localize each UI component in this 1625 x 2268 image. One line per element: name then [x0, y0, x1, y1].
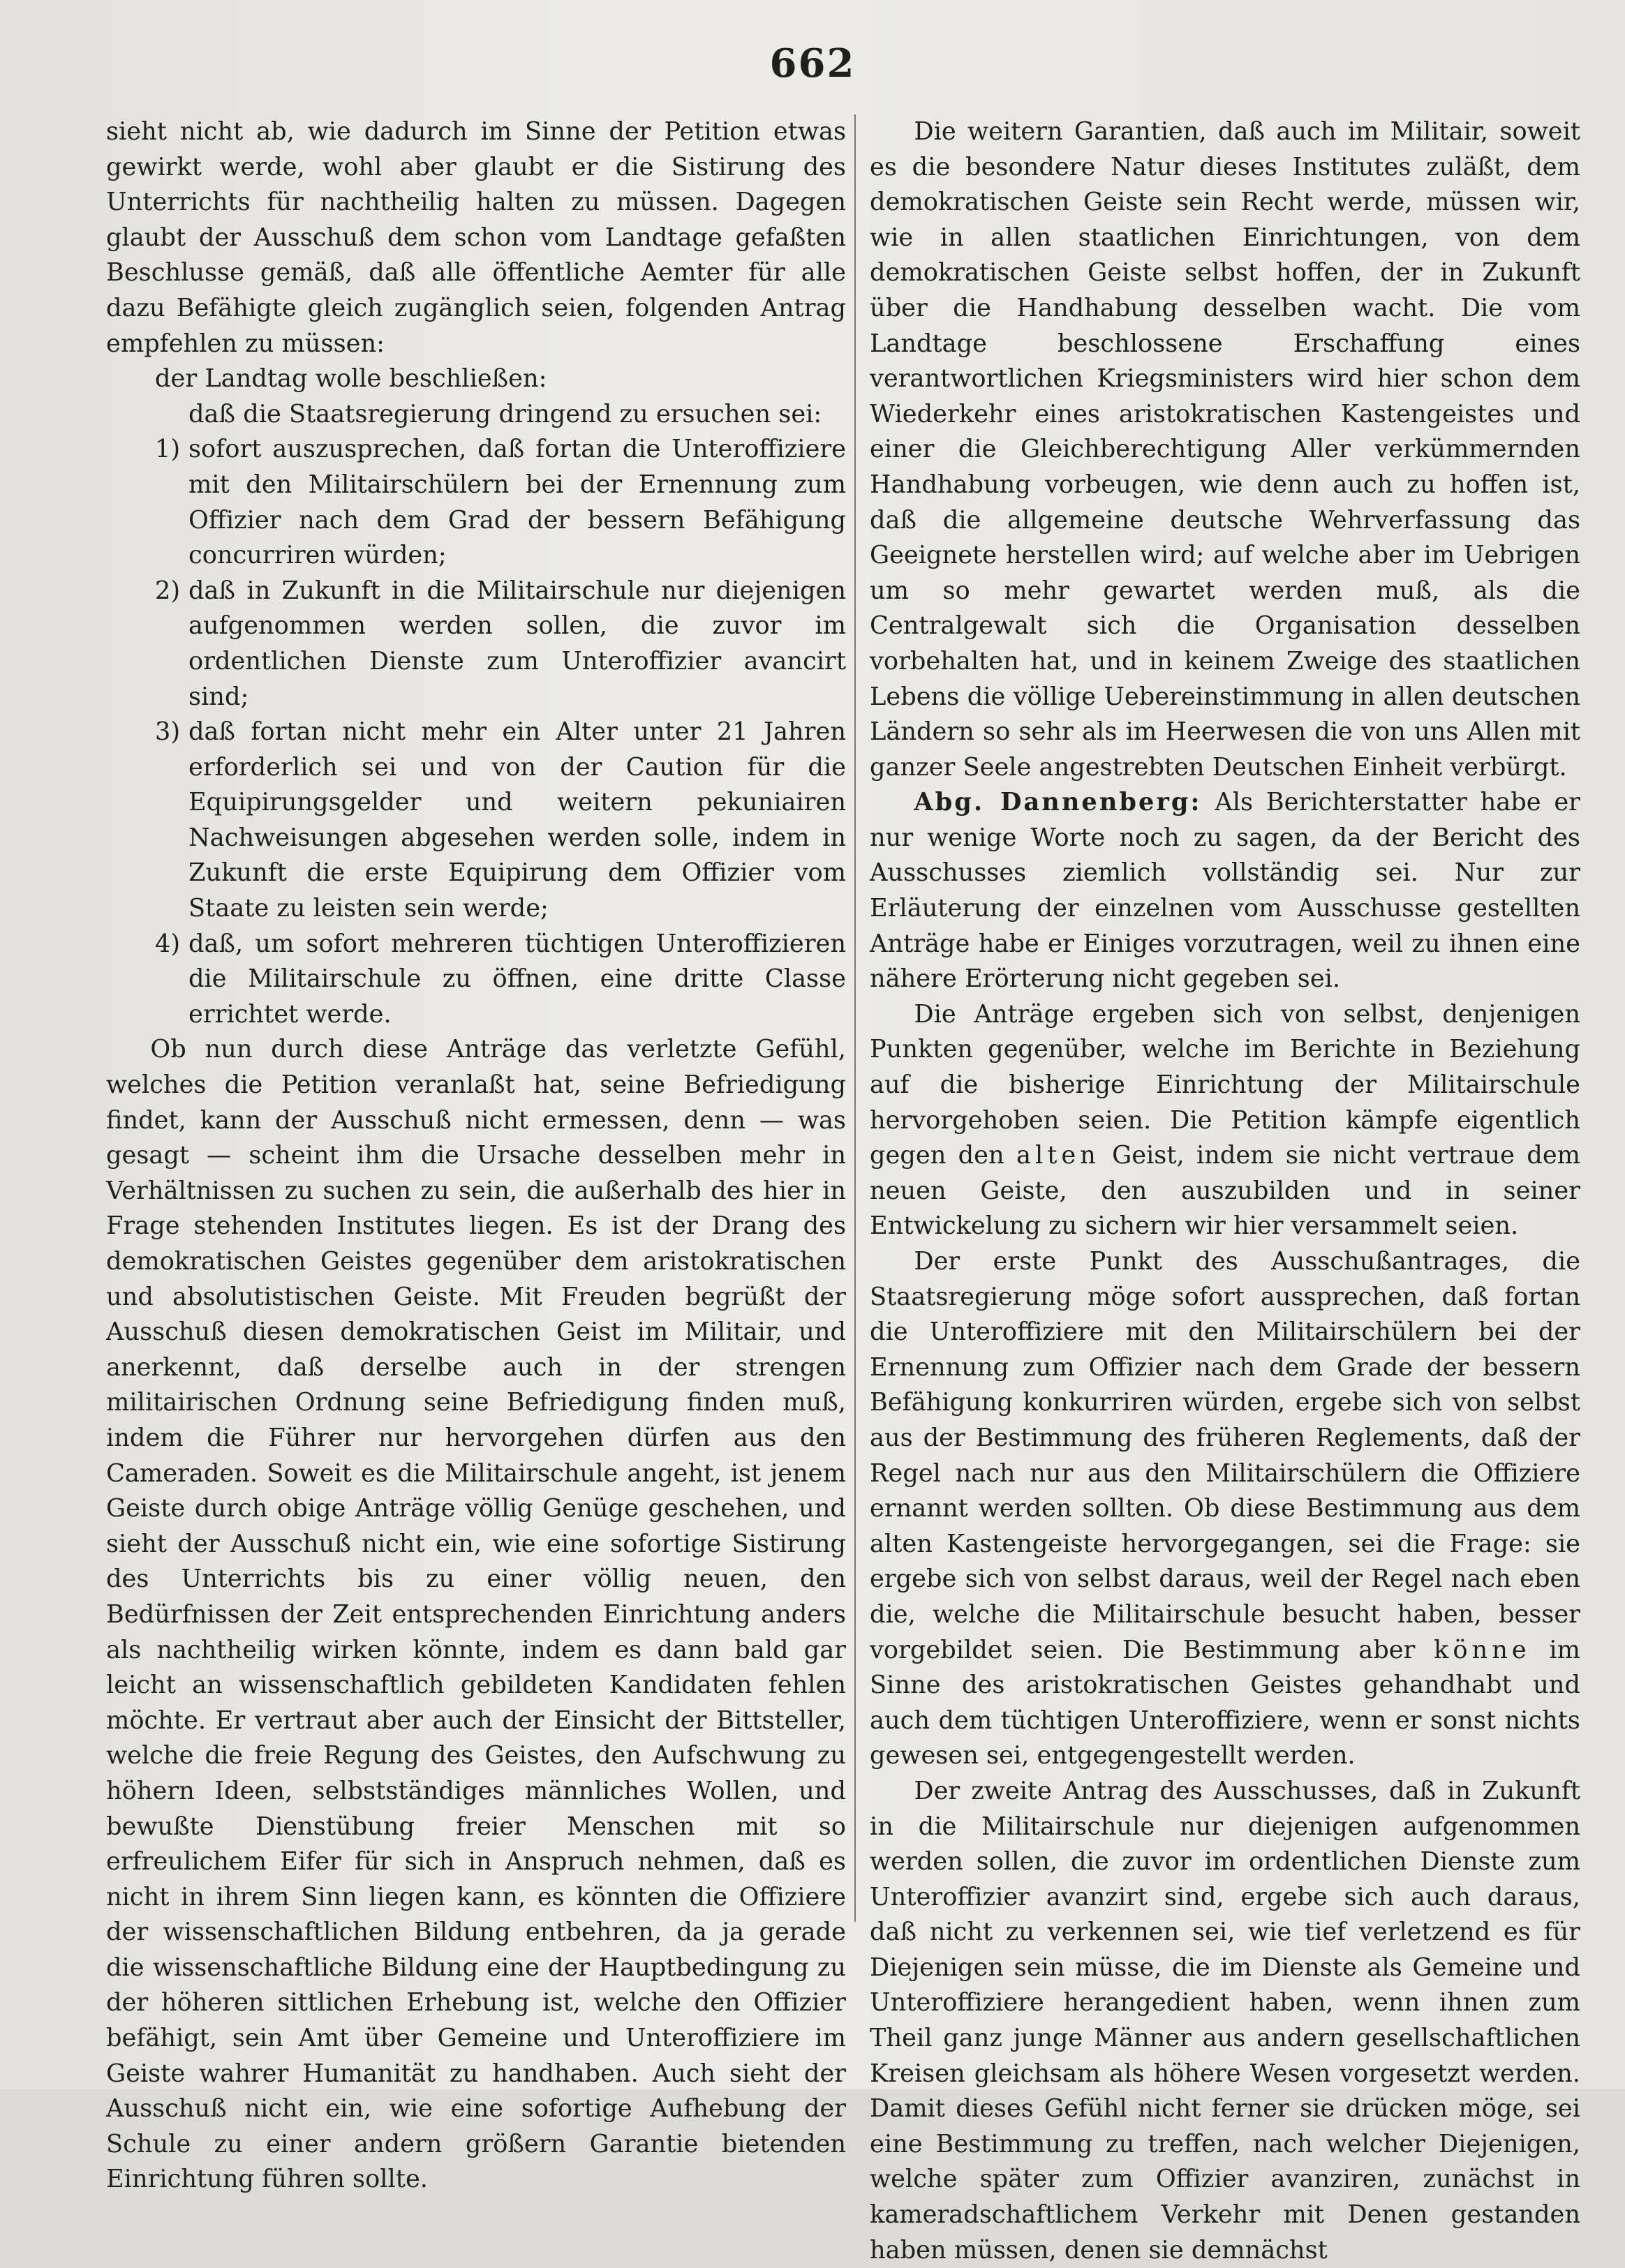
text-run: im Sinne des aristokratischen Geistes gehandhabt und auch dem tüchtigen Unteroffiziere, wenn er sonst nichts gewesen sei, entgegengestellt werden. [870, 1635, 1580, 1770]
proposal-item [106, 927, 846, 1033]
column-divider [854, 114, 856, 1922]
proposal-number: 1) [155, 435, 181, 464]
text-run: Der erste Punkt des Ausschußantrages, die Staatsregierung möge sofort aussprechen, daß fortan die Unteroffiziere mit den Militairschülern bei der Ernennung zum Offizier nach dem Grade der bessern Befähigung konkurriren würden, ergebe sich von selbst aus der Bestimmung des früheren Reglements, daß der Regel nach nur aus den Militairschülern die Offiziere ernannt werden sollten. Ob diese Bestimmung aus dem alten Kastengeiste hervorgegangen, sei die Frage: sie ergebe sich von selbst daraus, weil der Regel nach eben die, welche die Militairschule besucht haben, besser vorgebildet seien. Die Bestimmung aber [870, 1247, 1580, 1664]
right-paragraph-1: Die weitern Garantien, daß auch im Militair, soweit es die besondere Natur dieses Institutes zuläßt, dem demokratischen Geiste sein Recht werde, müssen wir, wie in allen staatlichen Einrichtungen, von dem demokratischen Geiste selbst hoffen, der in Zukunft über die Handhabung desselben wacht. Die vom Landtage beschlossene Erschaffung eines verantwortlichen Kriegsministers wird hier schon dem Wiederkehr eines aristokratischen Kastengeistes und einer die Gleichberechtigung Aller verkümmernden Handhabung vorbeugen, wie denn auch zu hoffen ist, daß die allgemeine deutsche Wehrverfassung das Geeignete herstellen wird; auf welche aber im Uebrigen um so mehr gewartet werden muß, als die Centralgewalt sich die Organisation desselben vorbehalten hat, und in keinem Zweige des staatlichen Lebens die völlige Uebereinstimmung in allen deutschen Ländern so sehr als im Heerwesen die von uns Allen mit ganzer Seele angestrebten Deutschen Einheit verbürgt. [870, 117, 1580, 782]
text-run: Geist, indem sie nicht vertraue dem neuen Geiste, den auszubilden und in seiner Entwickelung zu sichern wir hier versammelt seien. [870, 1141, 1581, 1241]
proposal-text: daß, um sofort mehreren tüchtigen Unteroffizieren die Militairschule zu öffnen, eine dritte Classe errichtet werde. [188, 929, 846, 1029]
proposal-list [106, 432, 846, 1032]
speaker-name: Abg. Dannenberg: [914, 788, 1202, 817]
proposal-text: daß fortan nicht mehr ein Alter unter 21 Jahren erforderlich sei und von der Caution für die Equipirungsgelder und weitern pekuniairen Nachweisungen abgesehen werden solle, indem in Zukunft die erste Equipirung dem Offizier vom Staate zu leisten sein werde; [188, 717, 846, 923]
right-paragraph-2 [870, 785, 1580, 997]
emphasis-text: könne [1434, 1635, 1531, 1664]
proposal-item [106, 574, 846, 715]
right-paragraph-5: Der zweite Antrag des Ausschusses, daß in Zukunft in die Militairschule nur diejenigen aufgenommen werden sollen, die zuvor im ordentlichen Dienste zum Unteroffizier avanzirt sind, ergebe sich auch daraus, daß nicht zu verkennen sei, wie tief verletzend es für Diejenigen sein müsse, die im Dienste als Gemeine und Unteroffiziere herangedient haben, wenn ihnen zum Theil ganz junge Männer aus andern gesellschaftlichen Kreisen gleichsam als höhere Wesen vorgesetzt werden. Damit dieses Gefühl nicht ferner sie drücken möge, sei eine Bestimmung zu treffen, nach welcher Diejenigen, welche später zum Offizier avanziren, zunächst in kameradschaftlichem Verkehr mit Denen gestanden haben müssen, denen sie demnächst [870, 1776, 1580, 2265]
proposal-number: 4) [155, 929, 181, 958]
proposal-text: sofort auszusprechen, daß fortan die Unteroffiziere mit den Militairschülern bei der Ernennung zum Offizier nach dem Grad der bessern Befähigung concurriren würden; [188, 435, 846, 570]
proposal-number: 3) [155, 717, 181, 747]
left-paragraph-1: sieht nicht ab, wie dadurch im Sinne der Petition etwas gewirkt werde, wohl aber glaubt er die Sistirung des Unterrichts für nachtheilig halten zu müssen. Dagegen glaubt der Ausschuß dem schon vom Landtage gefaßten Beschlusse gemäß, daß alle öffentliche Aemter für alle dazu Befähigte gleich zugänglich seien, folgenden Antrag empfehlen zu müssen: [106, 117, 846, 358]
page-number: 662 [769, 40, 856, 87]
right-paragraph-4 [870, 1244, 1580, 1774]
right-paragraph-3 [870, 997, 1580, 1244]
proposal-number: 2) [155, 576, 181, 605]
speaker-text: Als Berichterstatter habe er nur wenige Worte noch zu sagen, da der Bericht des Ausschusses ziemlich vollständig sei. Nur zur Erläuterung der einzelnen vom Ausschusse gestellten Anträge habe er Einiges vorzutragen, weil zu ihnen eine nähere Erörterung nicht gegeben sei. [870, 788, 1580, 994]
left-column [106, 114, 846, 2194]
left-paragraph-2: Ob nun durch diese Anträge das verletzte Gefühl, welches die Petition veranlaßt hat, seine Befriedigung findet, kann der Ausschuß nicht ermessen, denn — was gesagt — scheint ihm die Ursache desselben mehr in Verhältnissen zu suchen zu sein, die außerhalb des hier in Frage stehenden Institutes liegen. Es ist der Drang des demokratischen Geistes gegenüber dem aristokratischen und absolutistischen Geiste. Mit Freuden begrüßt der Ausschuß diesen demokratischen Geist im Militair, und anerkennt, daß derselbe auch in der strengen militairischen Ordnung seine Befriedigung finden muß, indem die Führer nur hervorgehen dürfen aus den Cameraden. Soweit es die Militairschule angeht, ist jenem Geiste durch obige Anträge völlig Genüge geschehen, und sieht der Ausschuß nicht ein, wie eine sofortige Sistirung des Unterrichts bis zu einer völlig neuen, den Bedürfnissen der Zeit entsprechenden Einrichtung anders als nachtheilig wirken könnte, indem es dann bald gar leicht an wissenschaftlich gebildeten Kandidaten fehlen möchte. Er vertraut aber auch der Einsicht der Bittsteller, welche die freie Regung des Geistes, den Aufschwung zu höhern Ideen, selbstständiges männliches Wollen, und bewußte Dienstübung freier Menschen mit so erfreulichem Eifer für sich in Anspruch nehmen, daß es nicht in ihrem Sinn liegen kann, es könnten die Offiziere der wissenschaftlichen Bildung entbehren, da ja gerade die wissenschaftliche Bildung eine der Hauptbedingung zu der höheren sittlichen Erhebung ist, welche den Offizier befähigt, sein Amt über Gemeine und Unteroffiziere im Geiste wahrer Humanität zu handhaben. Auch sieht der Ausschuß nicht ein, wie eine sofortige Aufhebung der Schule zu einer andern größern Garantie bietenden Einrichtung führen sollte. [106, 1035, 846, 2194]
right-column [870, 114, 1581, 2265]
proposal-item [106, 715, 846, 927]
proposal-item [106, 432, 846, 573]
left-resolution-heading: der Landtag wolle beschließen: [155, 364, 547, 394]
left-resolution-subheading: daß die Staatsregierung dringend zu ersuchen sei: [188, 399, 822, 428]
proposal-text: daß in Zukunft in die Militairschule nur diejenigen aufgenommen werden sollen, die zuvor im ordentlichen Dienste zum Unteroffizier avancirt sind; [188, 576, 846, 711]
text-run: Die Anträge ergeben sich von selbst, denjenigen Punkten gegenüber, welche im Berichte in Beziehung auf die bisherige Einrichtung der Militairschule hervorgehoben seien. Die Petition kämpfe eigentlich gegen den [870, 999, 1580, 1170]
emphasis-text: alten [1016, 1141, 1100, 1170]
